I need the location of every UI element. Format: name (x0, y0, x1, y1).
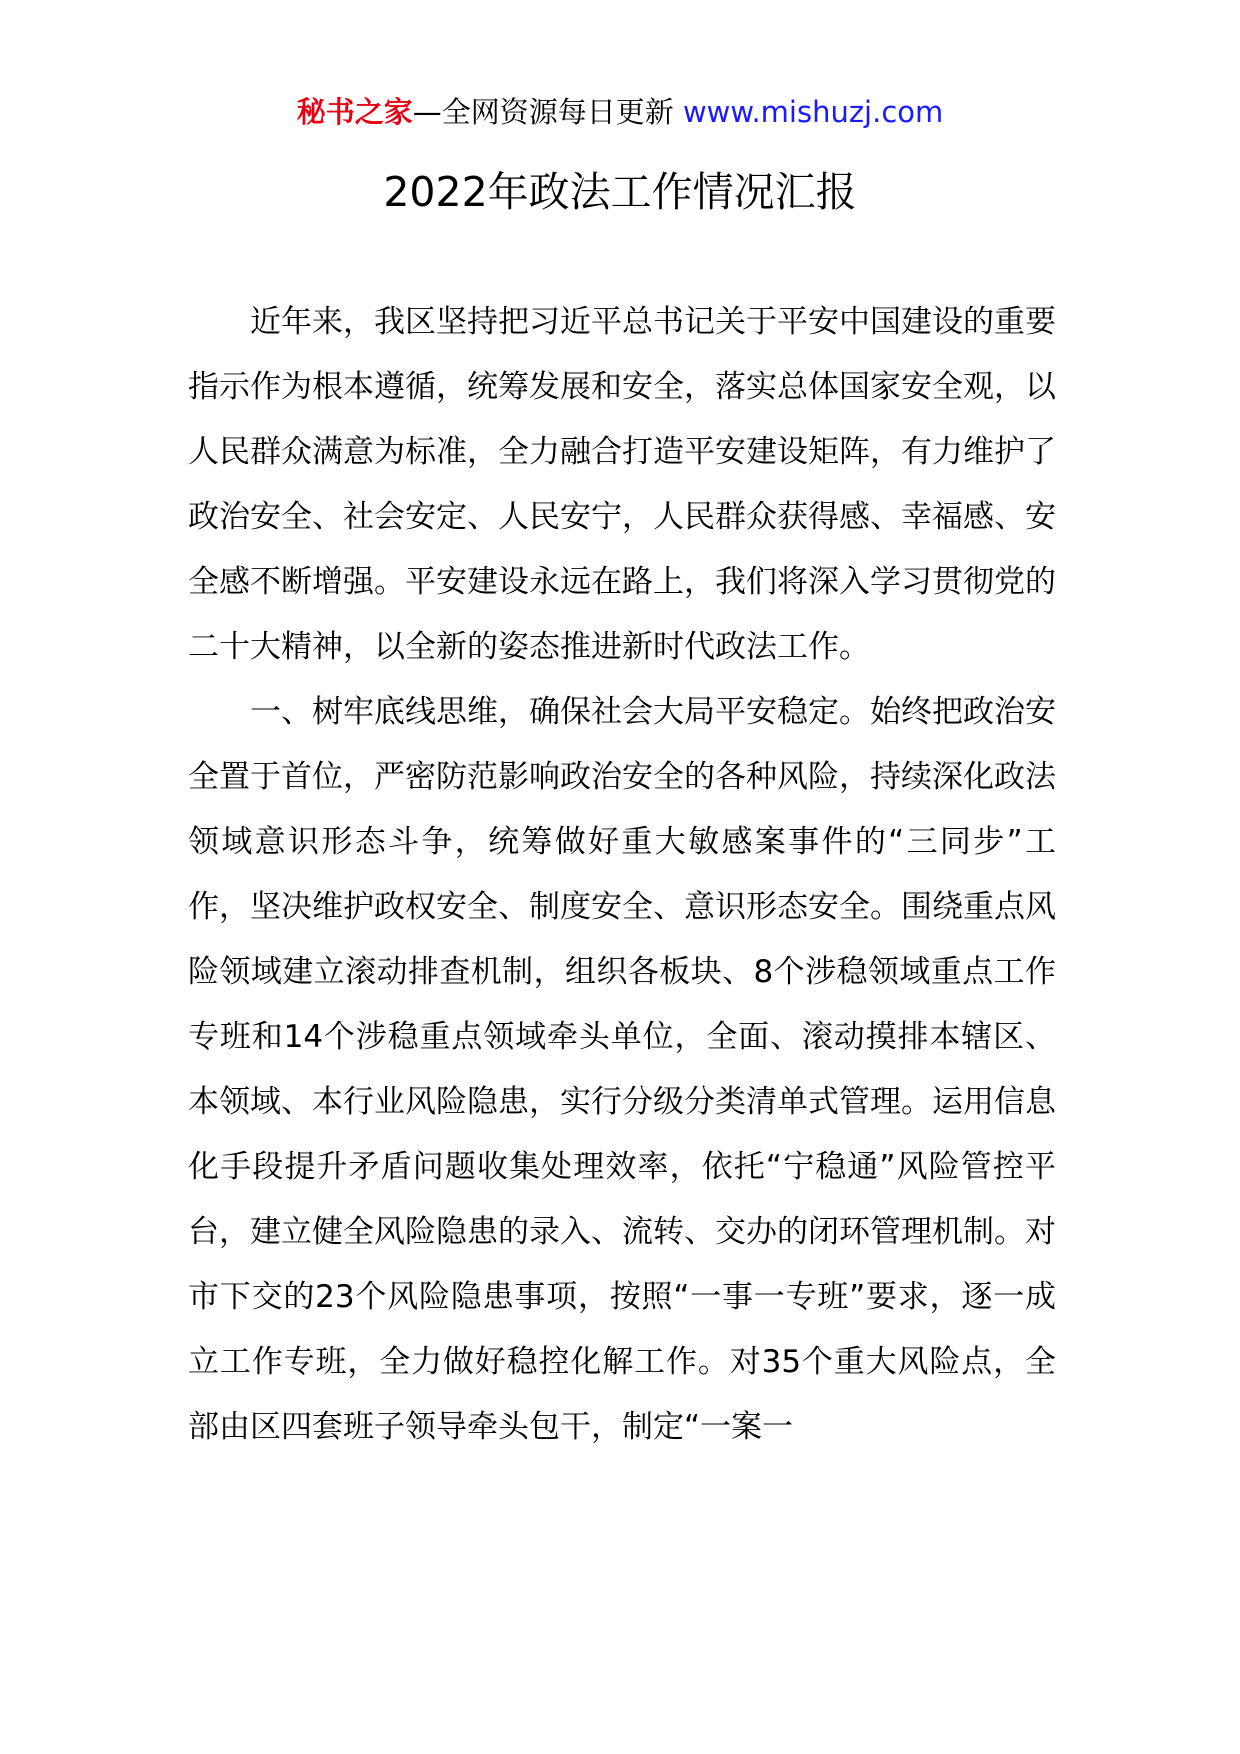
document-body (188, 290, 1056, 1460)
paragraph-intro (188, 290, 1056, 680)
paragraph-section-one (188, 680, 1056, 1460)
header-tagline: —全网资源每日更新 (412, 95, 674, 129)
section-heading: 一、树牢底线思维，确保社会大局平安稳定。 (250, 694, 870, 730)
site-header (0, 92, 1240, 132)
document-title: 2022年政法工作情况汇报 (383, 168, 857, 216)
paragraph-text: 近年来，我区坚持把习近平总书记关于平安中国建设的重要指示作为根本遵循，统筹发展和安全，落实总体国家安全观，以人民群众满意为标准，全力融合打造平安建设矩阵，有力维护了政治安全、社会安定、人民安宁，人民群众获得感、幸福感、安全感不断增强。平安建设永远在路上，我们将深入学习贯彻党的二十大精神，以全新的姿态推进新时代政法工作。 (188, 304, 1056, 665)
paragraph-text: 始终把政治安全置于首位，严密防范影响政治安全的各种风险，持续深化政法领域意识形态斗争，统筹做好重大敏感案事件的“三同步”工作，坚决维护政权安全、制度安全、意识形态安全。围绕重点风险领域建立滚动排查机制，组织各板块、8个涉稳领域重点工作专班和14个涉稳重点领域牵头单位，全面、滚动摸排本辖区、本领域、本行业风险隐患，实行分级分类清单式管理。运用信息化手段提升矛盾问题收集处理效率，依托“宁稳通”风险管控平台，建立健全风险隐患的录入、流转、交办的闭环管理机制。对市下交的23个风险隐患事项，按照“一事一专班”要求，逐一成立工作专班，全力做好稳控化解工作。对35个重大风险点，全部由区四套班子领导牵头包干，制定“一案一 (188, 694, 1056, 1445)
site-url-link[interactable]: www.mishuzj.com (682, 95, 944, 129)
brand-name: 秘书之家 (296, 95, 413, 129)
